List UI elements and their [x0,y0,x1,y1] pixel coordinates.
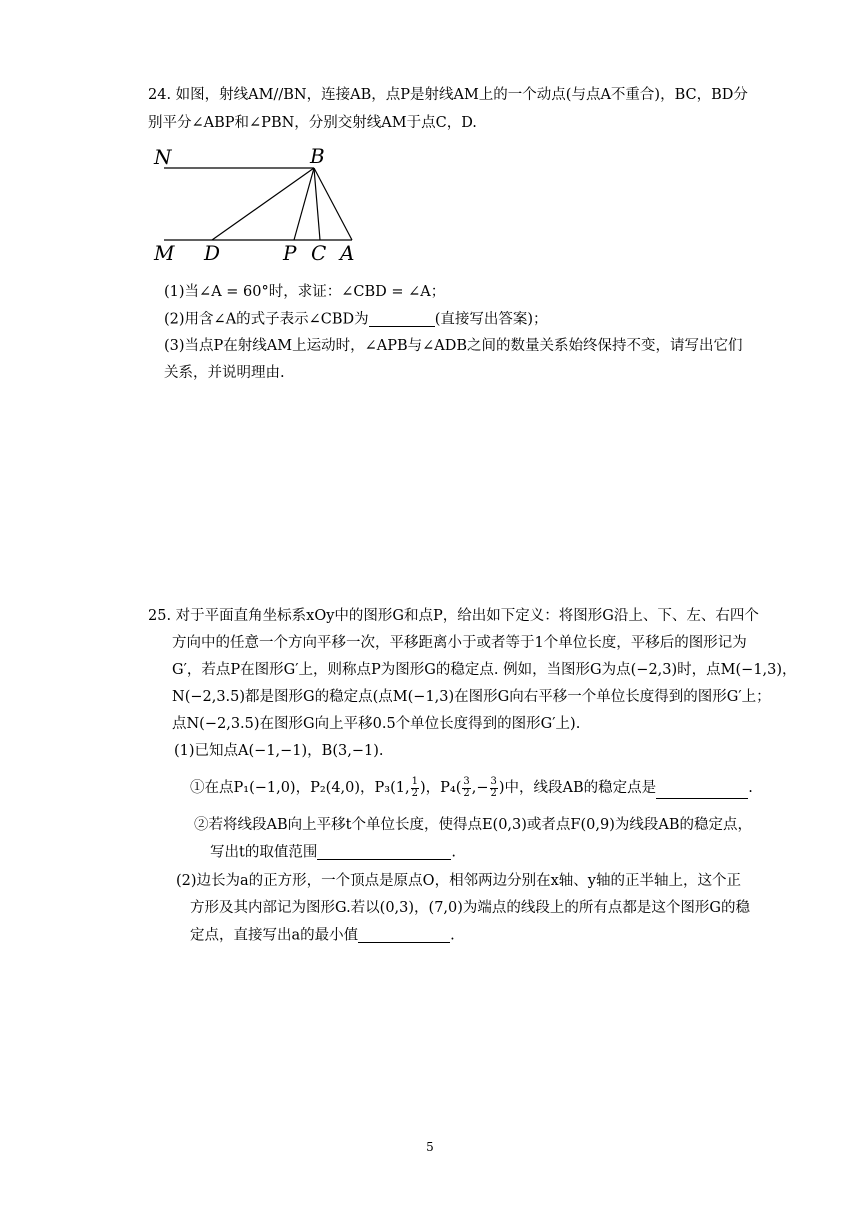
fraction-denominator: 2 [463,787,470,799]
q25-p2-end: . [450,927,455,944]
q24-part-2-prefix: (2)用含∠A的式子表示∠CBD为 [164,311,369,328]
answer-blank[interactable] [317,845,451,860]
geometry-figure [150,144,370,264]
q25-c1-mid2: ,− [471,780,489,796]
q25-line-1: 25. 对于平面直角坐标系xOy中的图形G和点P，给出如下定义：将图形G沿上、下、左、右四个 [148,608,759,624]
label-m: M [154,241,175,264]
q24-line-2: 别平分∠ABP和∠PBN，分别交射线AM于点C，D. [148,115,477,131]
q25-part-2-line-3 [190,928,455,943]
fraction-three-halves [462,777,470,799]
answer-blank[interactable] [358,928,450,943]
label-n: N [154,145,172,169]
q25-part-2-line-2: 方形及其内部记为图形G.若以(0,3)，(7,0)为端点的线段上的所有点都是这个图形G的稳 [190,900,751,916]
q25-line-5: 点N(−2,3.5)在图形G向上平移0.5个单位长度得到的图形G′上). [172,716,581,732]
page-number: 5 [426,1140,434,1154]
q25-part-1-intro: (1)已知点A(−1,−1)，B(3,−1). [174,743,384,759]
answer-blank[interactable] [656,784,748,799]
q25-p2-prefix: 定点，直接写出a的最小值 [190,927,359,944]
q24-part-3-line-1: (3)当点P在射线AM上运动时，∠APB与∠ADB之间的数量关系始终保持不变，请写出它们 [164,338,743,354]
fraction-three-halves-neg [490,777,498,799]
segment-bd [212,168,314,240]
fraction-one-half [411,777,419,799]
q25-c2-prefix: 写出t的取值范围 [210,844,318,861]
label-a: A [340,241,355,264]
label-p: P [283,241,297,264]
answer-blank[interactable] [369,312,435,327]
q24-part-1: (1)当∠A = 60°时，求证：∠CBD = ∠A； [164,284,446,300]
fraction-denominator: 2 [490,787,497,799]
fraction-denominator: 2 [411,787,418,799]
q24-part-2 [164,312,548,327]
q25-circled-2-line-1: ②若将线段AB向上平移t个单位长度，使得点E(0,3)或者点F(0,9)为线段AB的稳定点， [194,817,752,833]
q24-part-2-suffix: (直接写出答案)； [434,311,548,328]
q25-c1-prefix: ①在点P₁(−1,0)，P₂(4,0)，P₃(1, [190,780,410,796]
fraction-numerator: 3 [490,776,497,787]
q25-c1-suffix: )中，线段AB的稳定点是 [498,780,657,796]
label-d: D [204,241,221,264]
q25-circled-1 [190,777,753,799]
q25-line-4: N(−2,3.5)都是图形G的稳定点(点M(−1,3)在图形G向右平移一个单位长度得到的图形G′上； [172,689,771,705]
q25-c2-end: . [451,844,456,861]
q25-line-2: 方向中的任意一个方向平移一次，平移距离小于或者等于1个单位长度，平移后的图形记为 [172,635,747,651]
label-c: C [311,241,327,264]
q25-part-2-line-1: (2)边长为a的正方形，一个顶点是原点O，相邻两边分别在x轴、y轴的正半轴上，这个正 [176,873,741,889]
segment-bp [294,168,314,240]
fraction-numerator: 3 [463,776,470,787]
q24-part-3-line-2: 关系，并说明理由. [164,365,285,381]
q25-c1-end: . [748,780,753,796]
q25-line-3: G′，若点P在图形G′上，则称点P为图形G的稳定点. 例如，当图形G为点(−2,3)时，点M(−1,3)， [172,662,797,678]
label-b: B [310,144,325,168]
q25-circled-2-line-2 [210,845,456,860]
q25-c1-mid: )，P₄( [419,780,462,796]
fraction-numerator: 1 [411,776,418,787]
q24-line-1: 24. 如图，射线AM//BN，连接AB，点P是射线AM上的一个动点(与点A不重合)，BC，BD分 [148,87,748,103]
